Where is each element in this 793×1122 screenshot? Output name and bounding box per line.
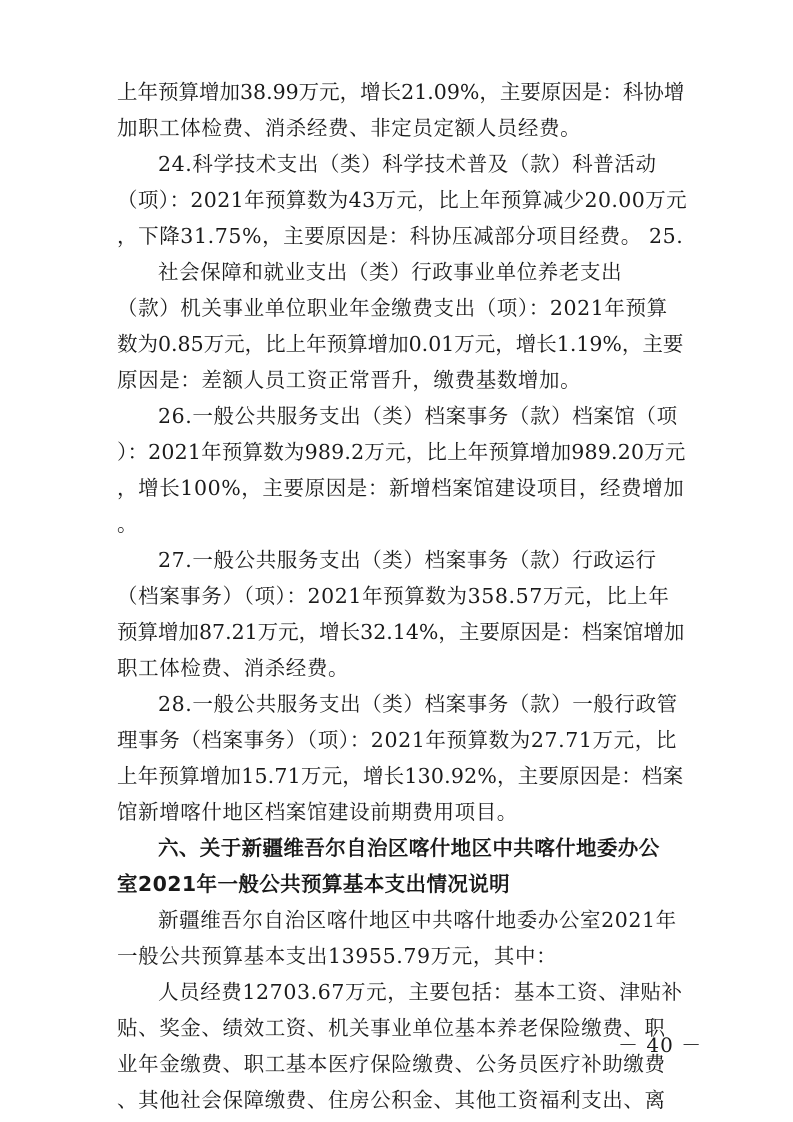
text-line: ，下降31.75%，主要原因是：科协压减部分项目经费。 25.: [117, 224, 684, 248]
text-line: 贴、奖金、绩效工资、机关事业单位基本养老保险缴费、职: [117, 1016, 666, 1040]
text-line: 新疆维吾尔自治区喀什地区中共喀什地委办公室2021年: [158, 908, 677, 932]
text-line: 28.一般公共服务支出（类）档案事务（款）一般行政管: [158, 692, 678, 716]
text-line: 职工体检费、消杀经费。: [117, 656, 350, 680]
text-line: 上年预算增加38.99万元，增长21.09%，主要原因是：科协增: [117, 80, 685, 104]
text-line: 馆新增喀什地区档案馆建设前期费用项目。: [117, 800, 518, 824]
text-line: 社会保障和就业支出（类）行政事业单位养老支出: [158, 260, 623, 284]
text-line: 26.一般公共服务支出（类）档案事务（款）档案馆（项: [158, 404, 678, 428]
text-line: （项）：2021年预算数为43万元，比上年预算减少20.00万元: [117, 188, 687, 212]
text-line: ，增长100%，主要原因是：新增档案馆建设项目，经费增加: [117, 476, 685, 500]
text-line: 。: [117, 512, 139, 536]
text-line: 预算增加87.21万元，增长32.14%，主要原因是：档案馆增加: [117, 620, 685, 644]
text-line: 业年金缴费、职工基本医疗保险缴费、公务员医疗补助缴费: [117, 1052, 666, 1076]
text-line: 24.科学技术支出（类）科学技术普及（款）科普活动: [158, 152, 657, 176]
text-line: 、其他社会保障缴费、住房公积金、其他工资福利支出、离: [117, 1088, 666, 1112]
section-heading: 室2021年一般公共预算基本支出情况说明: [117, 872, 511, 896]
page-number: － 40 －: [618, 1033, 703, 1057]
section-heading: 六、关于新疆维吾尔自治区喀什地区中共喀什地委办公: [158, 836, 660, 860]
text-line: 理事务（档案事务）（项）：2021年预算数为27.71万元，比: [117, 728, 677, 752]
text-line: （款）机关事业单位职业年金缴费支出（项）：2021年预算: [117, 296, 668, 320]
text-line: 加职工体检费、消杀经费、非定员定额人员经费。: [117, 116, 582, 140]
text-line: 原因是：差额人员工资正常晋升，缴费基数增加。: [117, 368, 582, 392]
text-line: ）：2021年预算数为989.2万元，比上年预算增加989.20万元: [117, 440, 686, 464]
text-line: 上年预算增加15.71万元，增长130.92%，主要原因是：档案: [117, 764, 684, 788]
text-line: 数为0.85万元，比上年预算增加0.01万元，增长1.19%，主要: [117, 332, 684, 356]
text-line: （档案事务）（项）：2021年预算数为358.57万元，比上年: [117, 584, 670, 608]
text-line: 一般公共预算基本支出13955.79万元，其中：: [117, 944, 558, 968]
text-line: 27.一般公共服务支出（类）档案事务（款）行政运行: [158, 548, 657, 572]
text-line: 人员经费12703.67万元，主要包括：基本工资、津贴补: [158, 980, 683, 1004]
